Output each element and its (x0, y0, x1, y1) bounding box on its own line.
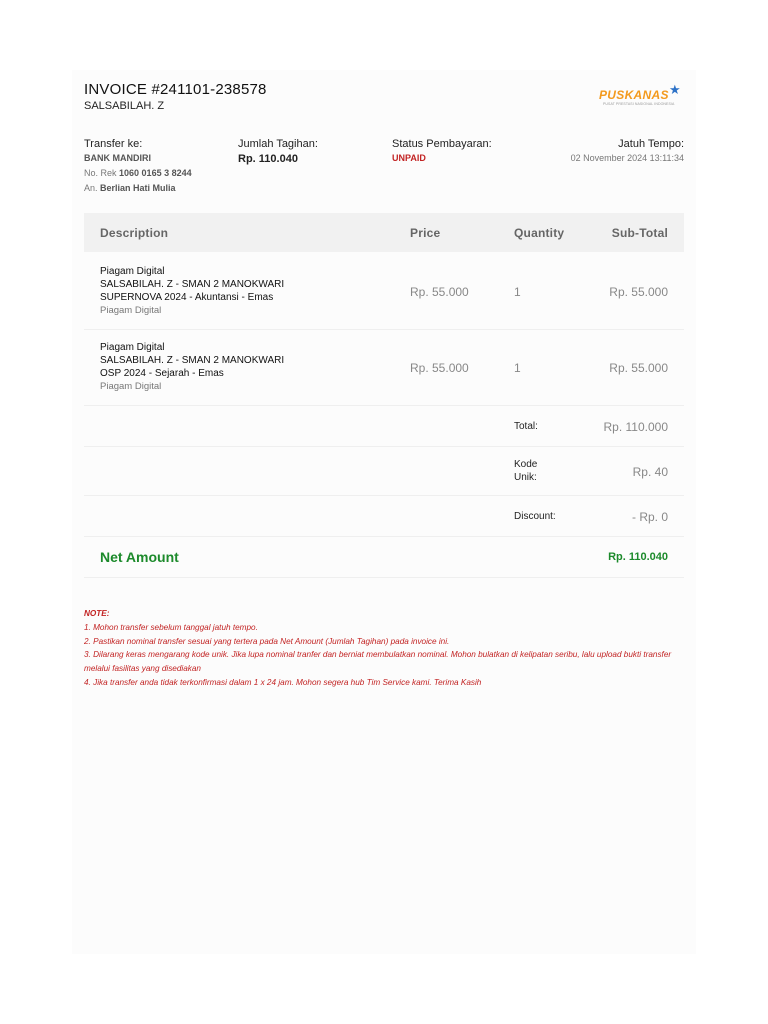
item-quantity: 1 (514, 285, 521, 299)
item-category: Piagam Digital (100, 381, 162, 392)
table-row (100, 265, 330, 317)
table-header (84, 213, 684, 252)
account-number: 1060 0165 3 8244 (119, 168, 192, 178)
unique-code-label-line2: Unik: (514, 472, 537, 483)
due-date-label: Jatuh Tempo: (618, 138, 684, 150)
account-holder: Berlian Hati Mulia (100, 183, 176, 193)
column-subtotal: Sub-Total (611, 226, 668, 240)
invoice-title: INVOICE #241101-238578 (84, 81, 267, 98)
unique-code-value: Rp. 40 (632, 465, 668, 479)
note-item: 3. Dilarang keras mengarang kode unik. Jika lupa nominal tranfer dan berniat membulatkan nominal. Mohon bulatkan di kelipatan seribu, lalu upload bukti transfer melalui fasilitas yang disediakan (84, 650, 672, 674)
row-divider (84, 405, 684, 406)
net-amount-label: Net Amount (100, 549, 179, 565)
discount-value: - Rp. 0 (631, 510, 668, 524)
row-divider (84, 577, 684, 578)
item-title: Piagam Digital (100, 266, 165, 277)
amount-due-label: Jumlah Tagihan: (238, 138, 318, 150)
net-amount-value: Rp. 110.040 (608, 551, 668, 563)
total-label: Total: (514, 421, 538, 432)
item-line: SUPERNOVA 2024 - Akuntansi - Emas (100, 292, 274, 303)
item-line: SALSABILAH. Z - SMAN 2 MANOKWARI (100, 279, 285, 290)
unique-code-label-line1: Kode (514, 459, 538, 470)
note-item: 1. Mohon transfer sebelum tanggal jatuh tempo. (84, 622, 258, 632)
column-quantity: Quantity (514, 226, 565, 240)
notes-section (84, 607, 684, 690)
item-price: Rp. 55.000 (410, 361, 469, 375)
notes-title: NOTE: (84, 609, 110, 618)
puskanas-logo (597, 82, 687, 108)
column-price: Price (410, 226, 441, 240)
row-divider (84, 495, 684, 496)
star-icon: ★ (669, 82, 681, 97)
table-row (100, 341, 330, 393)
account-number-line (84, 168, 192, 178)
payment-status-label: Status Pembayaran: (392, 138, 492, 150)
row-divider (84, 329, 684, 330)
row-divider (84, 446, 684, 447)
item-category: Piagam Digital (100, 305, 162, 316)
due-date-value: 02 November 2024 13:11:34 (570, 153, 684, 163)
row-divider (84, 536, 684, 537)
total-value: Rp. 110.000 (603, 420, 668, 434)
logo-text: PUSKANAS (599, 88, 669, 102)
item-price: Rp. 55.000 (410, 285, 469, 299)
logo-tagline: PUSAT PRESTASI NASIONAL INDONESIA (603, 102, 675, 106)
bank-name: BANK MANDIRI (84, 153, 151, 163)
item-subtotal: Rp. 55.000 (609, 361, 668, 375)
note-item: 4. Jika transfer anda tidak terkonfirmasi dalam 1 x 24 jam. Mohon segera hub Tim Service kami. Terima Kasih (84, 677, 482, 687)
transfer-label: Transfer ke: (84, 138, 143, 150)
discount-label: Discount: (514, 511, 556, 522)
item-line: SALSABILAH. Z - SMAN 2 MANOKWARI (100, 355, 285, 366)
account-holder-line (84, 183, 176, 193)
note-item: 2. Pastikan nominal transfer sesuai yang tertera pada Net Amount (Jumlah Tagihan) pada invoice ini. (84, 636, 450, 646)
holder-prefix: An. (84, 183, 98, 193)
account-prefix: No. Rek (84, 168, 117, 178)
item-subtotal: Rp. 55.000 (609, 285, 668, 299)
item-line: OSP 2024 - Sejarah - Emas (100, 368, 224, 379)
unique-code-label (514, 458, 537, 484)
item-title: Piagam Digital (100, 342, 165, 353)
column-description: Description (100, 226, 169, 240)
payment-status-badge: UNPAID (392, 153, 426, 163)
customer-name: SALSABILAH. Z (84, 100, 165, 112)
amount-due-value: Rp. 110.040 (238, 153, 298, 165)
item-quantity: 1 (514, 361, 521, 375)
